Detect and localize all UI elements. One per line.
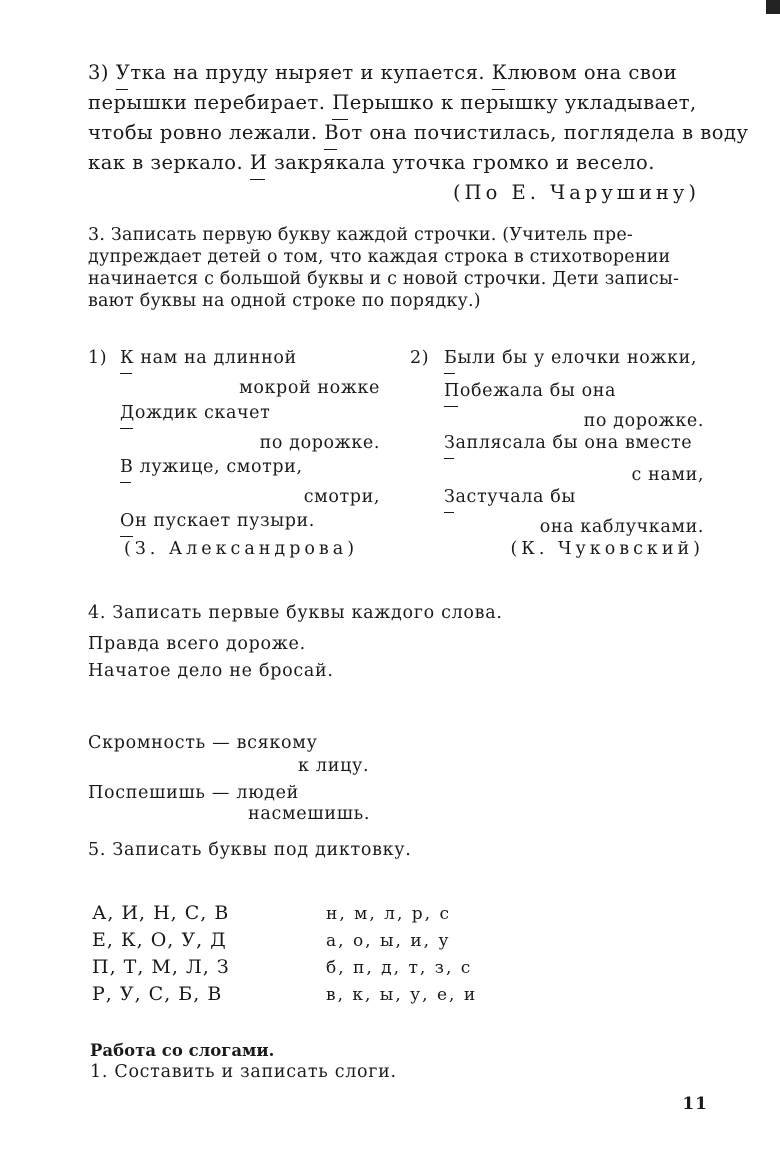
lower-row-4: в, к, ы, у, е, и: [326, 985, 478, 1005]
story-underlined-letter: В: [324, 118, 339, 148]
caps-row-3: П, Т, М, Л, З: [92, 956, 230, 978]
task3-line-1: 3. Записать первую букву каждой строчки. (Учитель пре-: [88, 225, 633, 245]
poem1-line-6: смотри,: [303, 487, 380, 507]
task5-title: 5. Записать буквы под диктовку.: [88, 840, 412, 860]
task4-title: 4. Записать первые буквы каждого слова.: [88, 603, 503, 623]
task3-line-2: дупреждает детей о том, что каждая строка в стихотворении: [88, 247, 671, 267]
scan-corner-mark: [766, 0, 780, 14]
page-number: 11: [682, 1094, 708, 1114]
story-text: лювом она свои: [507, 61, 678, 84]
syllables-item-1: 1. Составить и записать слоги.: [90, 1062, 397, 1082]
story-text: тка на пруду ныряет и купается.: [130, 61, 492, 84]
story-text: закрякала уточка громко и весело.: [267, 151, 655, 174]
proverb-4b: насмешишь.: [248, 804, 371, 824]
caps-row-4: Р, У, С, Б, В: [92, 983, 223, 1005]
story-underlined-letter: К: [492, 58, 508, 88]
poem-underlined-letter: З: [444, 484, 456, 511]
poem-underlined-letter: Б: [444, 345, 457, 372]
poem1-author: (З. Александрова): [124, 539, 359, 559]
proverb-2: Начатое дело не бросай.: [88, 661, 334, 681]
poem1-line-4: по дорожке.: [259, 433, 380, 453]
story-underlined-letter: И: [250, 148, 268, 178]
proverb-3b: к лицу.: [298, 756, 370, 776]
poem-underlined-letter: К: [120, 345, 134, 372]
story-text: чтобы ровно лежали.: [88, 121, 325, 144]
story-number: 3): [88, 61, 110, 84]
poem-text: аплясала бы она вместе: [455, 433, 693, 453]
poem2-author: (К. Чуковский): [510, 539, 704, 559]
poem-underlined-letter: Д: [120, 400, 135, 427]
story-text: от она почистилась, поглядела в воду: [339, 121, 749, 144]
poem2-line-3: по дорожке.: [583, 411, 704, 431]
story-line-1: [88, 58, 677, 88]
poem1-line-5: [120, 454, 303, 481]
task3-line-3: начинается с большой буквы и с новой строчки. Дети записы-: [88, 269, 680, 289]
task3-line-4: вают буквы на одной строке по порядку.): [88, 291, 481, 311]
proverb-3a: Скромность — всякому: [88, 733, 318, 753]
caps-row-2: Е, К, О, У, Д: [92, 929, 227, 951]
lower-row-2: а, о, ы, и, у: [326, 931, 451, 951]
poem2-line-7: она каблучками.: [539, 517, 704, 537]
poem-text: ыли бы у елочки ножки,: [457, 348, 698, 368]
story-text: ерышко к перышку укладывает,: [349, 91, 697, 114]
story-underlined-letter: П: [332, 88, 350, 118]
lower-row-3: б, п, д, т, з, с: [326, 958, 473, 978]
proverb-4a: Поспешишь — людей: [88, 783, 300, 803]
story-author: (По Е. Чарушину): [452, 181, 700, 204]
poem1-line-7: [120, 508, 315, 535]
story-line-3: [88, 118, 748, 148]
story-underlined-letter: У: [116, 58, 131, 88]
story-text: как в зеркало.: [88, 151, 250, 174]
poem2-line-1: [444, 345, 697, 372]
poem-text: ождик скачет: [134, 403, 271, 423]
poem-underlined-letter: В: [120, 454, 133, 481]
poem-underlined-letter: О: [120, 508, 135, 535]
poem2-number: 2): [410, 348, 430, 368]
story-line-2: [88, 88, 697, 118]
poem2-line-4: [444, 430, 692, 457]
poem-underlined-letter: З: [444, 430, 456, 457]
poem-text: нам на длинной: [134, 348, 297, 368]
proverb-1: Правда всего дороже.: [88, 634, 306, 654]
poem1-number: 1): [88, 348, 108, 368]
syllables-heading: Работа со слогами.: [90, 1041, 275, 1060]
poem2-line-5: с нами,: [631, 465, 704, 485]
poem-underlined-letter: П: [444, 378, 460, 405]
poem-text: астучала бы: [455, 487, 576, 507]
poem2-line-6: [444, 484, 576, 511]
poem2-line-2: [444, 378, 616, 405]
poem-text: лужице, смотри,: [133, 457, 303, 477]
poem1-line-1: [120, 345, 297, 372]
lower-row-1: н, м, л, р, с: [326, 904, 451, 924]
poem-text: н пускает пузыри.: [134, 511, 315, 531]
caps-row-1: А, И, Н, С, В: [92, 902, 230, 924]
poem-text: обежала бы она: [459, 381, 617, 401]
story-line-4: [88, 148, 655, 178]
poem1-line-3: [120, 400, 270, 427]
poem1-line-2: мокрой ножке: [239, 378, 380, 398]
story-text: перышки перебирает.: [88, 91, 333, 114]
